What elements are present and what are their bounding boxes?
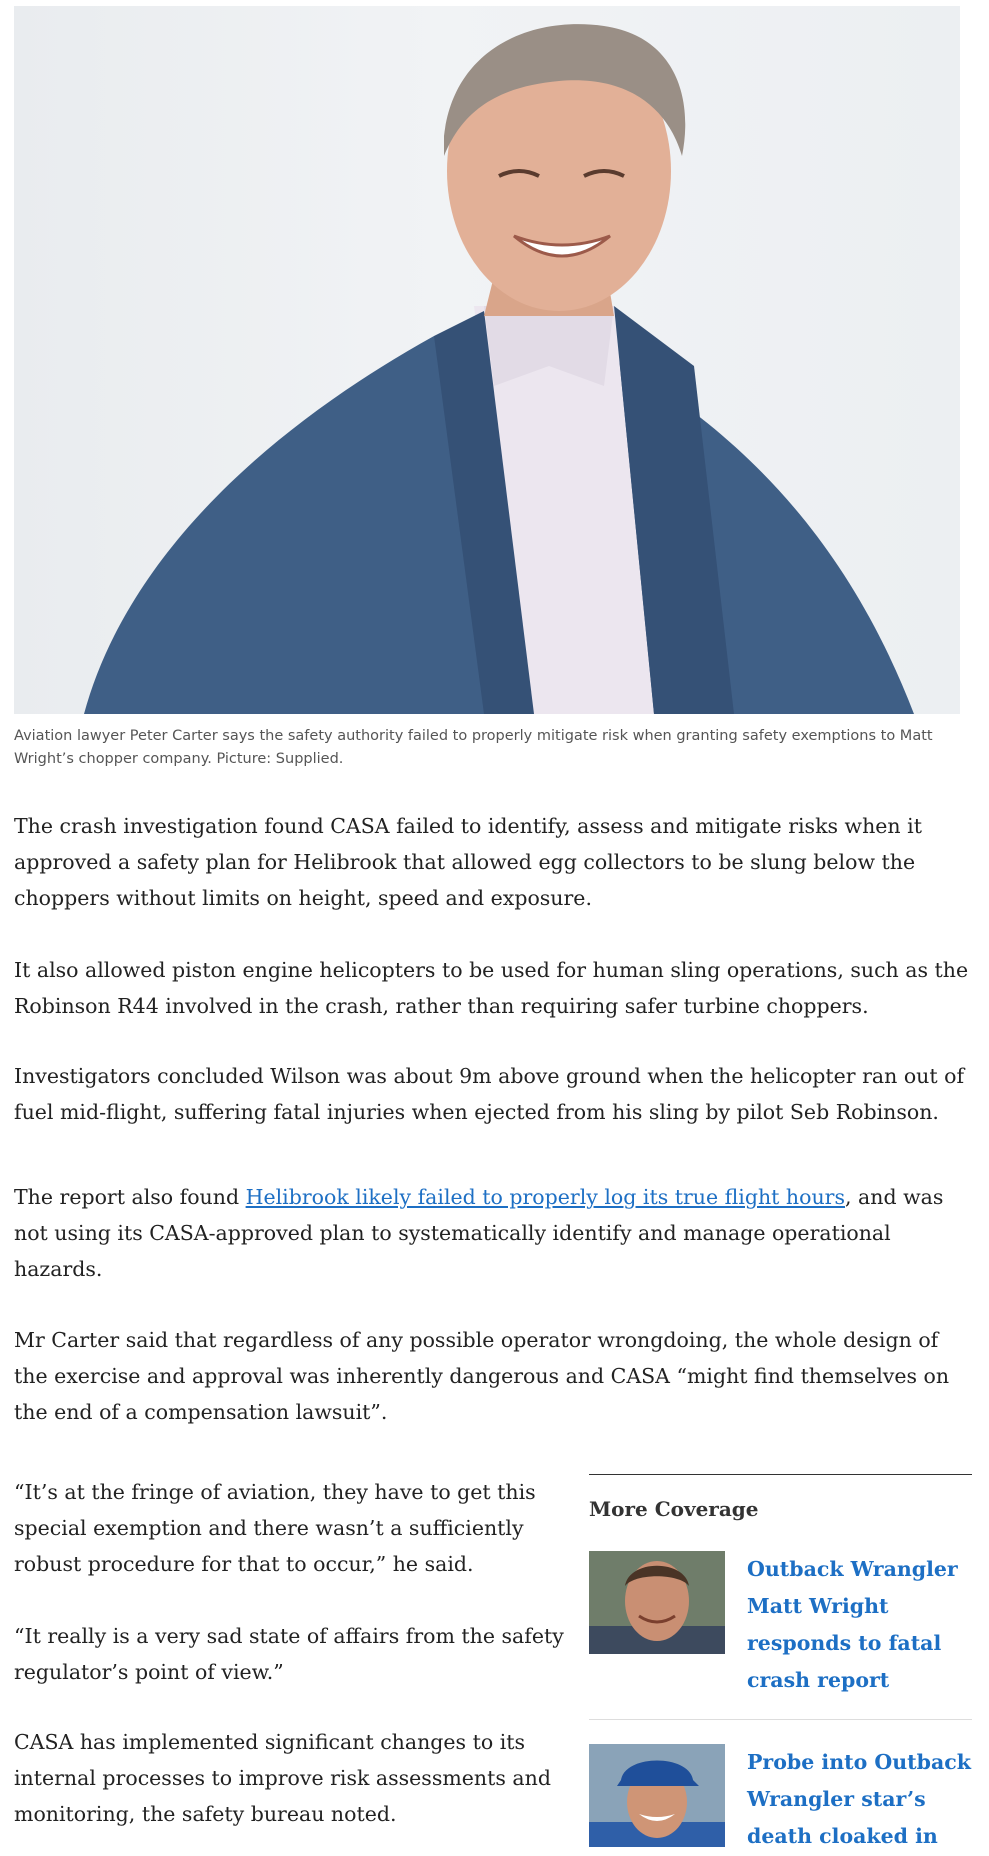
article-photo — [14, 6, 960, 714]
article-paragraph-6: “It’s at the fringe of aviation, they have to get this special exemption and there wasn’t a sufficiently robust procedure for that to occur,” he said. — [14, 1480, 536, 1576]
paragraph-4-text-start: The report also found — [14, 1185, 246, 1209]
more-coverage-title: More Coverage — [589, 1497, 759, 1521]
article-paragraph-2: It also allowed piston engine helicopters to be used for human sling operations, such as the Robinson R44 involved in the crash, rather than requiring safer turbine choppers. — [14, 958, 969, 1018]
more-coverage-divider — [589, 1719, 972, 1720]
article-paragraph-1: The crash investigation found CASA failed to identify, assess and mitigate risks when it approved a safety plan for Helibrook that allowed egg collectors to be slung below the choppers without limits on height, speed and exposure. — [14, 814, 922, 910]
article-paragraph-5: Mr Carter said that regardless of any possible operator wrongdoing, the whole design of the exercise and approval was inherently dangerous and CASA “might find themselves on the end of a compensation lawsuit”. — [14, 1328, 950, 1424]
article-paragraph-3: Investigators concluded Wilson was about 9m above ground when the helicopter ran out of fuel mid-flight, suffering fatal injuries when ejected from his sling by pilot Seb Robinson. — [14, 1064, 965, 1124]
paragraph-4-text-end: , and was not using its CASA-approved plan to systematically identify and manage operational hazards. — [14, 1185, 944, 1281]
article-paragraph-8: CASA has implemented significant changes to its internal processes to improve risk assessments and monitoring, the safety bureau noted. — [14, 1730, 551, 1826]
article-paragraph-4 — [14, 1179, 969, 1287]
portrait-illustration — [14, 6, 960, 714]
more-coverage-link-2[interactable]: Probe into Outback Wrangler star’s death cloaked in — [747, 1750, 971, 1848]
matt-wright-thumbnail[interactable] — [589, 1551, 725, 1654]
photo-caption: Aviation lawyer Peter Carter says the safety authority failed to properly mitigate risk when granting safety exemptions to Matt Wright’s chopper company. Picture: Supplied. — [14, 728, 933, 767]
flight-hours-article-link[interactable]: Helibrook likely failed to properly log its true flight hours — [245, 1185, 845, 1209]
probe-thumbnail[interactable] — [589, 1744, 725, 1847]
article-paragraph-7: “It really is a very sad state of affairs from the safety regulator’s point of view.” — [14, 1624, 564, 1684]
more-coverage-rule — [589, 1474, 972, 1475]
more-coverage-link-1[interactable]: Outback Wrangler Matt Wright responds to fatal crash report — [747, 1557, 958, 1692]
